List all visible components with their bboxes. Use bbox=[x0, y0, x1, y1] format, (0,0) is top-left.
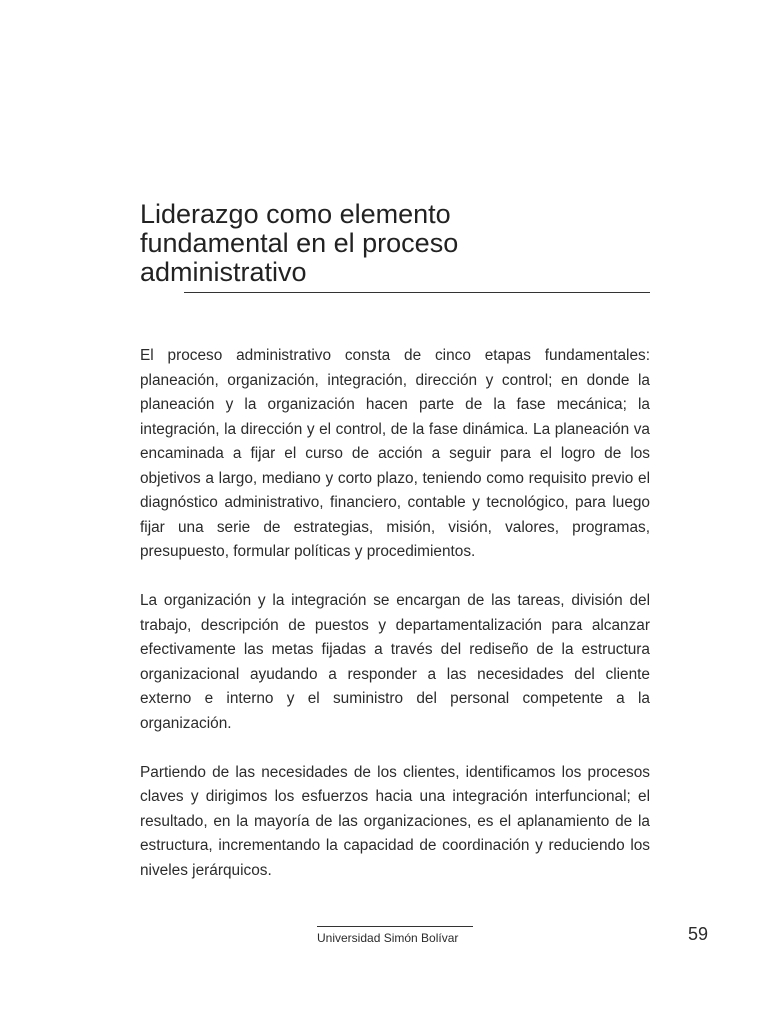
page-number: 59 bbox=[688, 924, 709, 944]
footer-divider bbox=[317, 926, 473, 927]
body-paragraph-2: La organización y la integración se encargan de las tareas, división del trabajo, descripción de puestos y departamentalización para alcanzar efectivamente las metas fijadas a través del rediseño de la estructura organizacional ayudando a responder a las necesidades del cliente externo e interno y el suministro del personal competente a la organización. bbox=[140, 592, 650, 732]
title-underline-divider bbox=[184, 292, 650, 293]
body-paragraph-3: Partiendo de las necesidades de los clientes, identificamos los procesos claves y dirigimos los esfuerzos hacia una integración interfuncional; el resultado, en la mayoría de las organizaciones, es el aplanamiento de la estructura, incrementando la capacidad de coordinación y reduciendo los niveles jerárquicos. bbox=[140, 763, 650, 879]
chapter-title-line-3: administrativo bbox=[140, 257, 307, 287]
body-text bbox=[140, 344, 650, 908]
body-paragraph-1: El proceso administrativo consta de cinco etapas fundamentales: planeación, organización, integración, dirección y control; en donde la planeación y la organización hacen parte de la fase mecánica; la integración, la dirección y el control, de la fase dinámica. La planeación va encaminada a fijar el curso de acción a seguir para el logro de los objetivos a largo, mediano y corto plazo, teniendo como requisito previo el diagnóstico administrativo, financiero, contable y tecnológico, para luego fijar una serie de estrategias, misión, visión, valores, programas, presupuesto, formular políticas y procedimientos. bbox=[140, 347, 650, 560]
chapter-title-line-1: Liderazgo como elemento bbox=[140, 199, 451, 229]
chapter-title bbox=[140, 200, 660, 287]
footer-publisher: Universidad Simón Bolívar bbox=[317, 931, 459, 945]
chapter-title-line-2: fundamental en el proceso bbox=[140, 228, 459, 258]
